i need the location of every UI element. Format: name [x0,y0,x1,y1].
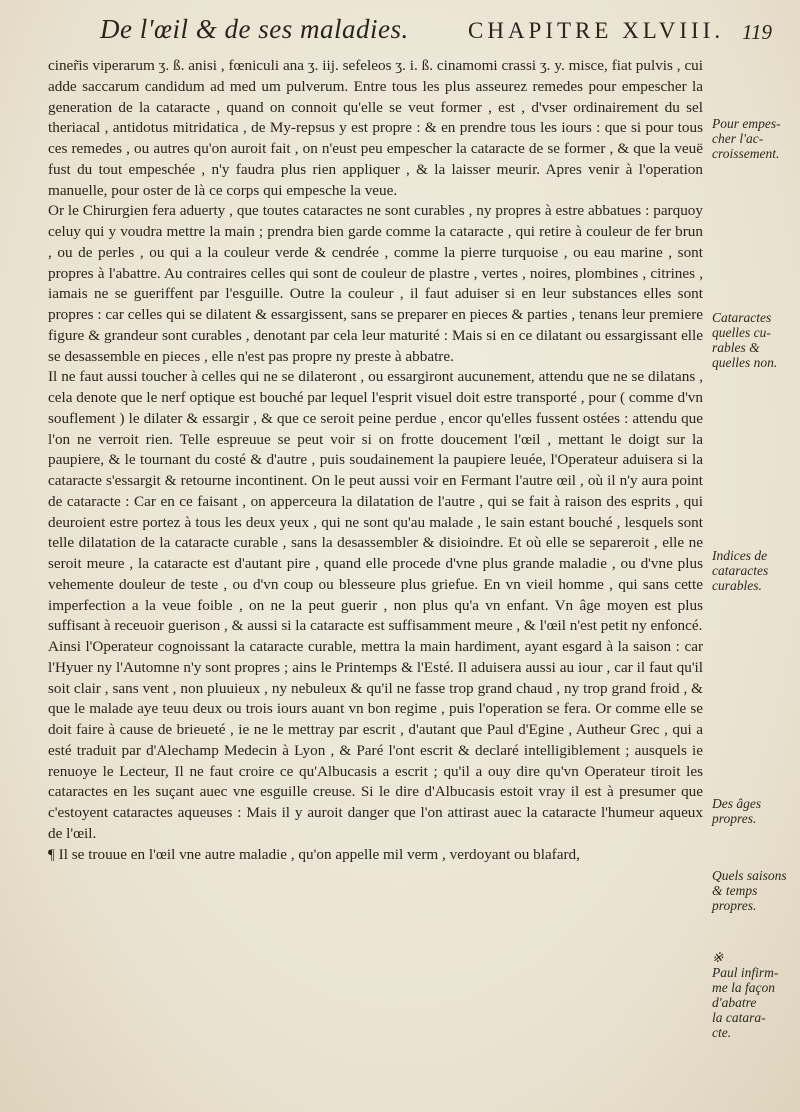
paragraph-3: Il ne faut aussi toucher à celles qui ne se dilateront , ou essargiront aucunement, attendu que ne se dilatans , cela denote que le nerf optique est bouché par lequel l'esprit visuel doit estre transporté , pour ( comme d'vn souflement ) le dilater & essargir , & que ce seroit peine perdue , encor qu'elles fussent ostées : attendu que l'on ne verroit rien. Telle espreuue se peut voir si on frotte doucement l'œil , mettant le doigt sur la paupiere, & le tournant du costé & d'autre , puis soudainement la paupiere leuée, l'Operateur aduisera si la cataracte s'essargit & retourne incontinent. On le peut aussi voir en Fermant l'autre œil , où il n'y aura point de cataracte : Car en ce faisant , on apperceura la dilatation de l'autre , qui se fait à raison des esprits , qui deuroient estre portez à tous les deux yeux , qui ne sont qu'au malade , le sain estant bouché , lesquels sont telle dilatation de la cataracte curable , sans la desassembler & disioindre. Et où elle se separeroit , elle ne seroit meure , la cataracte est d'autant pire , quand elle procede d'vne plus grande maladie , ou d'vne plus vehemente douleur de teste , ou d'vn coup ou blesseure plus griefue. En vn vieil homme , qui sans cette imperfection a la veue foible , on ne la peut guerir , non plus qu'a vn enfant. Vn âge moyen est plus suffisant à receuoir guerison , & aussi si la cataracte est suffisamment meure , & l'œil n'est petit ny enfoncé. [48,368,703,635]
paragraph-5: ¶ Il se trouue en l'œil vne autre maladie , qu'on appelle mil verm , verdoyant ou blafard, [48,845,580,863]
marginal-note-2: Cataractes quelles cu- rables & quelles non. [712,310,778,370]
marginal-note-6: ※ Paul infirm- me la façon d'abatre la catara- cte. [712,950,779,1040]
paragraph-1: ciner̃is viperarum ʒ. ß. anisi , fœniculi ana ʒ. iij. sefeleos ʒ. i. ß. cinamomi crassi ʒ. y. misce, fiat pulvis , cui adde saccarum candidum ad med um pulverum. Entre tous les plus asseurez remedes pour empescher la generation de la cataracte , quand on connoit qu'elle se veut former , est , d'vser ordinairement du sel theriacal , antidotus mitridatica , de My-repsus y est propre : & en prendre tous les iours : que si pour tous ces remedes , ou autres qu'on auroit fait , on n'eust peu empescher la cataracte de se former , & que la veuë fust du tout empeschée , n'y faudra plus rien appliquer , & la laisser meurir. Apres venir à l'operation manuelle, pour oster de là ce corps qui empesche la veue. [48,57,703,199]
running-title: De l'œil & de ses maladies. [100,14,409,44]
paragraph-2: Or le Chirurgien fera aduerty , que toutes cataractes ne sont curables , ny propres à estre abbatues : parquoy celuy qui y voudra mettre la main ; prendra bien garde comme la cataracte , qui retire à couleur de fer brun , ou de perles , ou qui a la couleur verde & cendrée , comme la pierre turquoise , ou eau marine , sont propres à l'abattre. Au contraires celles qui sont de couleur de plastre , vertes , noires, plombines , citrines , iamais ne se gueriffent par l'esguille. Outre la couleur , il faut aduiser si en leur substances elles sont propres : car celles qui se dilatent & essargissent, sans se preparer en pieces & parties , tenans leur premiere figure & grandeur sont curables , denotant par cela leur maturité : Mais si en ce dilatant ou essargissant elle se desassemble en pieces , elle n'est pas propre ny preste à abbatre. [48,202,703,365]
page-number: 119 [742,20,772,44]
marginal-note-4: Des âges propres. [712,796,762,826]
marginal-note-3: Indices de cataractes curables. [712,548,769,593]
marginal-note-1: Pour empes- cher l'ac- croissement. [712,116,781,161]
chapter-heading: CHAPITRE XLVIII. [468,18,725,43]
paragraph-4: Ainsi l'Operateur cognoissant la cataracte curable, mettra la main hardiment, ayant esgard à la saison : car l'Hyuer ny l'Automne n'y sont propres ; ains le Printemps & l'Esté. Il aduisera aussi au iour , car il faut qu'il soit clair , sans vent , non pluuieux , ny nebuleux & qu'il ne fasse trop grand chaud , ny trop grand froid , & que le malade aye teuu deux ou trois iours auant vn bon regime , puis l'operation se fera. Or comme elle se doit faire à cause de brieueté , ie ne le mettray par escrit , d'autant que Paul d'Egine , Autheur Grec , qui a esté traduit par d'Alechamp Medecin à Lyon , & Paré l'ont escrit & declaré intelligiblement ; ausquels ie renuoye le Lecteur, Il ne faut croire ce qu'Albucasis a escrit ; qu'il a ouy dire qu'vn Operateur tiroit les cataractes en les suçant auec vne esguille creuse. Si le dire d'Albucasis estoit vray il est à presumer que c'estoyent cataractes aqueuses : Mais il y auroit danger que l'on attirast auec la cataracte l'humeur aqueux de l'œil. [48,638,703,842]
page-header [100,8,780,48]
marginal-note-5: Quels saisons & temps propres. [712,868,787,913]
main-text [48,56,703,865]
